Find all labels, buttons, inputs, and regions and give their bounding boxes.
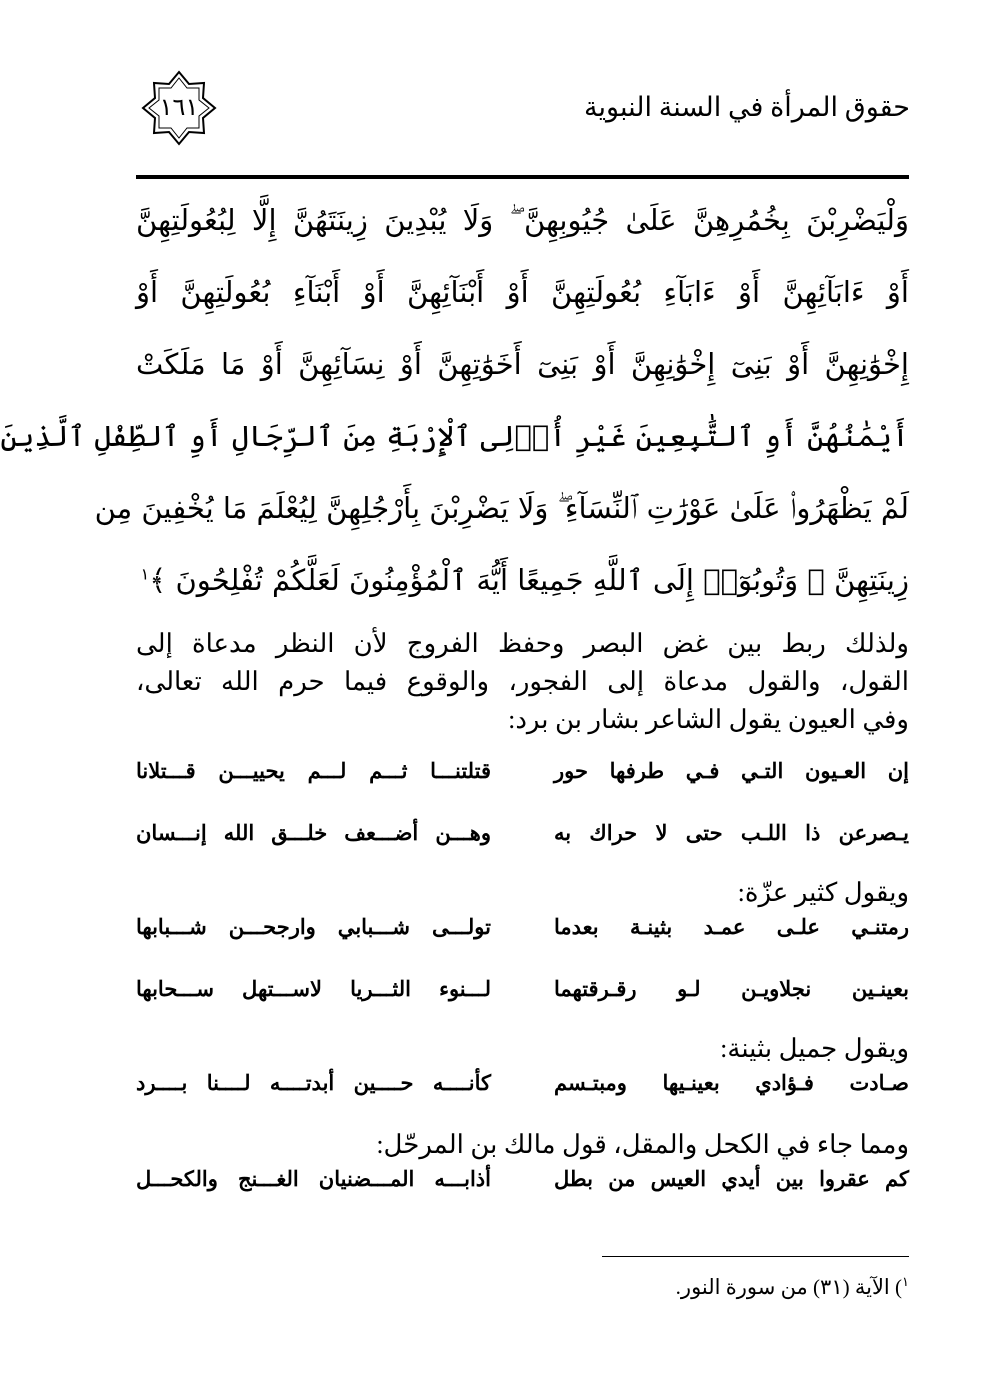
verse-second-hemistich: وهـــن أضـــعف خلـــق الله إنـــسان <box>136 822 491 845</box>
poem-verse <box>136 754 909 790</box>
poem-intro: ويقول كثير عزّة: <box>737 878 909 907</box>
poem-verse <box>136 972 909 1008</box>
paragraph-line: وفي العيون يقول الشاعر بشار بن برد: <box>508 705 909 734</box>
poem-intro: ويقول جميل بثينة: <box>720 1034 909 1063</box>
poem-verse <box>136 1162 909 1198</box>
footnote <box>676 1272 909 1302</box>
verse-first-hemistich: كم عقروا بين أيدي العيس من بطل <box>554 1168 909 1191</box>
footnote-number: ١ <box>902 1274 909 1289</box>
verse-first-hemistich: إن العـيون التـي فـي طرفها حور <box>554 760 909 783</box>
verse-first-hemistich: صـادت فـؤادي بعينـيها ومبتـسم <box>554 1072 909 1095</box>
verse-second-hemistich: كأنــــه حــــين أبدتــــه لــــنا بــــرد <box>136 1072 491 1095</box>
page-header <box>136 70 910 170</box>
quran-line: لَمْ يَظْهَرُوا۟ عَلَىٰ عَوْرَٰتِ ٱلنِّسَآءِ ۖ وَلَا يَضْرِبْنَ بِأَرْجُلِهِنَّ لِيُعْلَمَ مَا يُخْفِينَ مِن <box>94 491 909 525</box>
poem-verse <box>136 910 909 946</box>
header-divider <box>136 175 909 179</box>
verse-first-hemistich: يـصرعن ذا اللـب حتى لا حراك به <box>554 822 909 845</box>
verse-second-hemistich: تولـــى شـــبابي وارجحـــن شـــبابها <box>136 916 491 939</box>
poem-verse <box>136 1066 909 1102</box>
quran-line: إِخْوَٰنِهِنَّ أَوْ بَنِىٓ إِخْوَٰنِهِنَّ أَوْ بَنِىٓ أَخَوَٰتِهِنَّ أَوْ نِسَآئِهِنَّ أَوْ مَا مَلَكَتْ <box>136 347 909 381</box>
verse-first-hemistich: رمتنـي علـى عمـد بثينـة بعدما <box>554 916 909 939</box>
footnote-reference: ١ <box>140 564 150 584</box>
quran-line-last <box>136 544 909 616</box>
verse-second-hemistich: لـــنوء الثـــريا لاســـتهل ســـحابها <box>136 978 491 1001</box>
page-number-badge <box>141 70 217 146</box>
footnote-text: ) الآية (٣١) من سورة النور. <box>675 1275 903 1299</box>
poem-verse <box>136 816 909 852</box>
paragraph-line: ولذلك ربط بين غض البصر وحفظ الفروج لأن النظر مدعاة إلى <box>136 629 909 658</box>
paragraph-line: القول، والقول مدعاة إلى الفجور، والوقوع فيما حرم الله تعالى، <box>136 667 909 696</box>
quran-verse-block <box>0 184 909 616</box>
quran-line-text: زِينَتِهِنَّ ۚ وَتُوبُوٓا۟ إِلَى ٱللَّهِ جَمِيعًا أَيُّهَ ٱلْمُؤْمِنُونَ لَعَلَّكُمْ تُفْلِحُونَ ﴾ <box>149 563 909 597</box>
verse-second-hemistich: أذابـــه المـــضنيان الغـــنج والكحـــل <box>136 1168 491 1191</box>
footnote-divider <box>602 1256 909 1257</box>
quran-line: وَلْيَضْرِبْنَ بِخُمُرِهِنَّ عَلَىٰ جُيُوبِهِنَّ ۖ وَلَا يُبْدِينَ زِينَتَهُنَّ إِلَّا لِبُعُولَتِهِنَّ <box>136 203 909 237</box>
quran-line: أَوْ ءَابَآئِهِنَّ أَوْ ءَابَآءِ بُعُولَتِهِنَّ أَوْ أَبْنَآئِهِنَّ أَوْ أَبْنَآءِ بُعُولَتِهِنَّ أَوْ <box>136 275 909 309</box>
page-number: ١٦١ <box>159 95 199 121</box>
quran-line: أَيْمَٰنُهُنَّ أَوِ ٱلتَّٰبِعِينَ غَيْرِ أُو۟لِى ٱلْإِرْبَةِ مِنَ ٱلرِّجَالِ أَوِ ٱلطِّفْلِ ٱلَّذِينَ <box>0 419 909 453</box>
verse-first-hemistich: بعينـين نجلاويـن لـو رقـرقتهما <box>554 978 909 1001</box>
poem-intro: ومما جاء في الكحل والمقل، قول مالك بن المرحّل: <box>376 1130 909 1159</box>
verse-second-hemistich: قتلتنـــا ثـــم لـــم يحييـــن قـــتلانا <box>136 760 491 783</box>
book-title: حقوق المرأة في السنة النبوية <box>584 92 910 122</box>
body-paragraph <box>136 625 909 739</box>
